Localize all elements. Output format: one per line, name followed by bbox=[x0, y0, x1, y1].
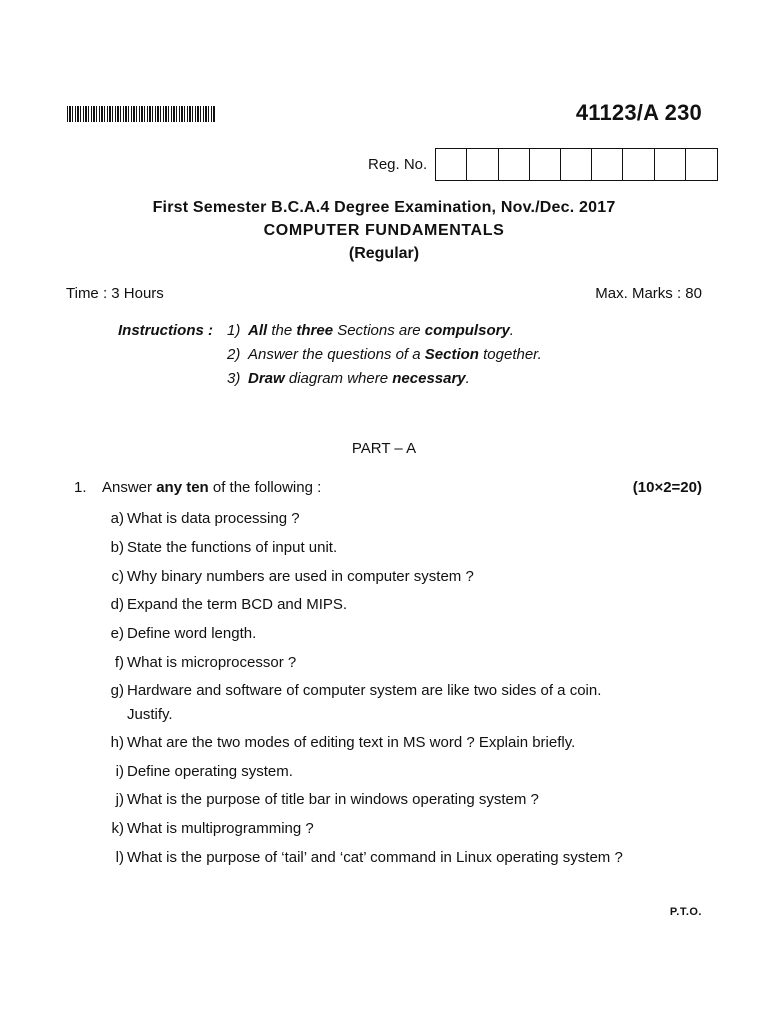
reg-no-box bbox=[561, 149, 592, 180]
paper-code: 41123/A 230 bbox=[575, 100, 702, 125]
subquestion-text: What is the purpose of title bar in windows operating system ? bbox=[127, 791, 539, 808]
exam-title: First Semester B.C.A.4 Degree Examination, Nov./Dec. 2017 bbox=[152, 199, 616, 216]
question-1-marks: (10×2=20) bbox=[632, 479, 702, 496]
subquestion-item bbox=[102, 651, 296, 675]
subquestion-item bbox=[102, 593, 347, 617]
subquestion-label: c) bbox=[111, 568, 124, 585]
pto-label: P.T.O. bbox=[669, 906, 702, 918]
instruction-item: 3) Draw diagram where necessary. bbox=[227, 370, 470, 387]
reg-no-box bbox=[530, 149, 561, 180]
subquestion-item bbox=[102, 760, 293, 784]
subquestion-item bbox=[102, 565, 474, 589]
instruction-item: 2) Answer the questions of a Section together. bbox=[227, 346, 542, 363]
subquestion-text-continued: Justify. bbox=[127, 706, 173, 723]
barcode-image bbox=[67, 106, 215, 122]
subquestion-item bbox=[102, 622, 256, 646]
instructions-label: Instructions : bbox=[118, 322, 214, 339]
part-a-title: PART – A bbox=[351, 440, 417, 457]
subquestion-label: f) bbox=[114, 654, 124, 671]
subquestion-text: Why binary numbers are used in computer system ? bbox=[127, 568, 474, 585]
subquestion-text: Expand the term BCD and MIPS. bbox=[127, 596, 348, 613]
reg-no-box bbox=[686, 149, 717, 180]
subject-title: COMPUTER FUNDAMENTALS bbox=[263, 222, 505, 239]
subquestion-item bbox=[102, 536, 337, 560]
subquestion-text: What are the two modes of editing text in MS word ? Explain briefly. bbox=[127, 734, 576, 751]
reg-no-box bbox=[467, 149, 498, 180]
subquestion-label: i) bbox=[115, 763, 124, 780]
subquestion-text: Define word length. bbox=[127, 625, 257, 642]
subquestion-text: Define operating system. bbox=[127, 763, 293, 780]
question-1: 1. Answer any ten of the following : bbox=[74, 479, 322, 496]
reg-no-box bbox=[623, 149, 654, 180]
subquestion-item bbox=[102, 817, 314, 841]
exam-time: Time : 3 Hours bbox=[66, 285, 164, 302]
instruction-item: 1) All the three Sections are compulsory. bbox=[227, 322, 514, 339]
max-marks: Max. Marks : 80 bbox=[595, 285, 702, 302]
subquestion-label: l) bbox=[115, 849, 124, 866]
subquestion-text: What is the purpose of ‘tail’ and ‘cat’ command in Linux operating system ? bbox=[127, 849, 623, 866]
subquestion-item bbox=[102, 679, 601, 727]
subquestion-label: k) bbox=[111, 820, 124, 837]
subquestion-label: e) bbox=[110, 625, 124, 642]
reg-no-box bbox=[592, 149, 623, 180]
reg-no-box bbox=[655, 149, 686, 180]
subquestion-label: d) bbox=[110, 596, 124, 613]
subquestion-text: State the functions of input unit. bbox=[127, 539, 338, 556]
subquestion-item bbox=[102, 788, 539, 812]
subquestion-item bbox=[102, 846, 623, 870]
subquestion-text: Hardware and software of computer system are like two sides of a coin. bbox=[127, 682, 602, 699]
reg-no-box bbox=[436, 149, 467, 180]
subquestion-item bbox=[102, 507, 300, 531]
subquestion-label: b) bbox=[110, 539, 124, 556]
exam-type: (Regular) bbox=[348, 245, 420, 262]
reg-no-box bbox=[499, 149, 530, 180]
reg-no-boxes bbox=[435, 148, 718, 181]
reg-no-label: Reg. No. bbox=[368, 156, 428, 173]
reg-no-row bbox=[368, 148, 718, 181]
subquestion-text: What is multiprogramming ? bbox=[127, 820, 314, 837]
subquestion-label: g) bbox=[110, 682, 124, 699]
subquestion-text: What is data processing ? bbox=[127, 510, 300, 527]
subquestion-label: a) bbox=[110, 510, 124, 527]
subquestion-label: h) bbox=[110, 734, 124, 751]
subquestion-item bbox=[102, 731, 575, 755]
subquestion-label: j) bbox=[115, 791, 124, 808]
subquestion-text: What is microprocessor ? bbox=[127, 654, 297, 671]
